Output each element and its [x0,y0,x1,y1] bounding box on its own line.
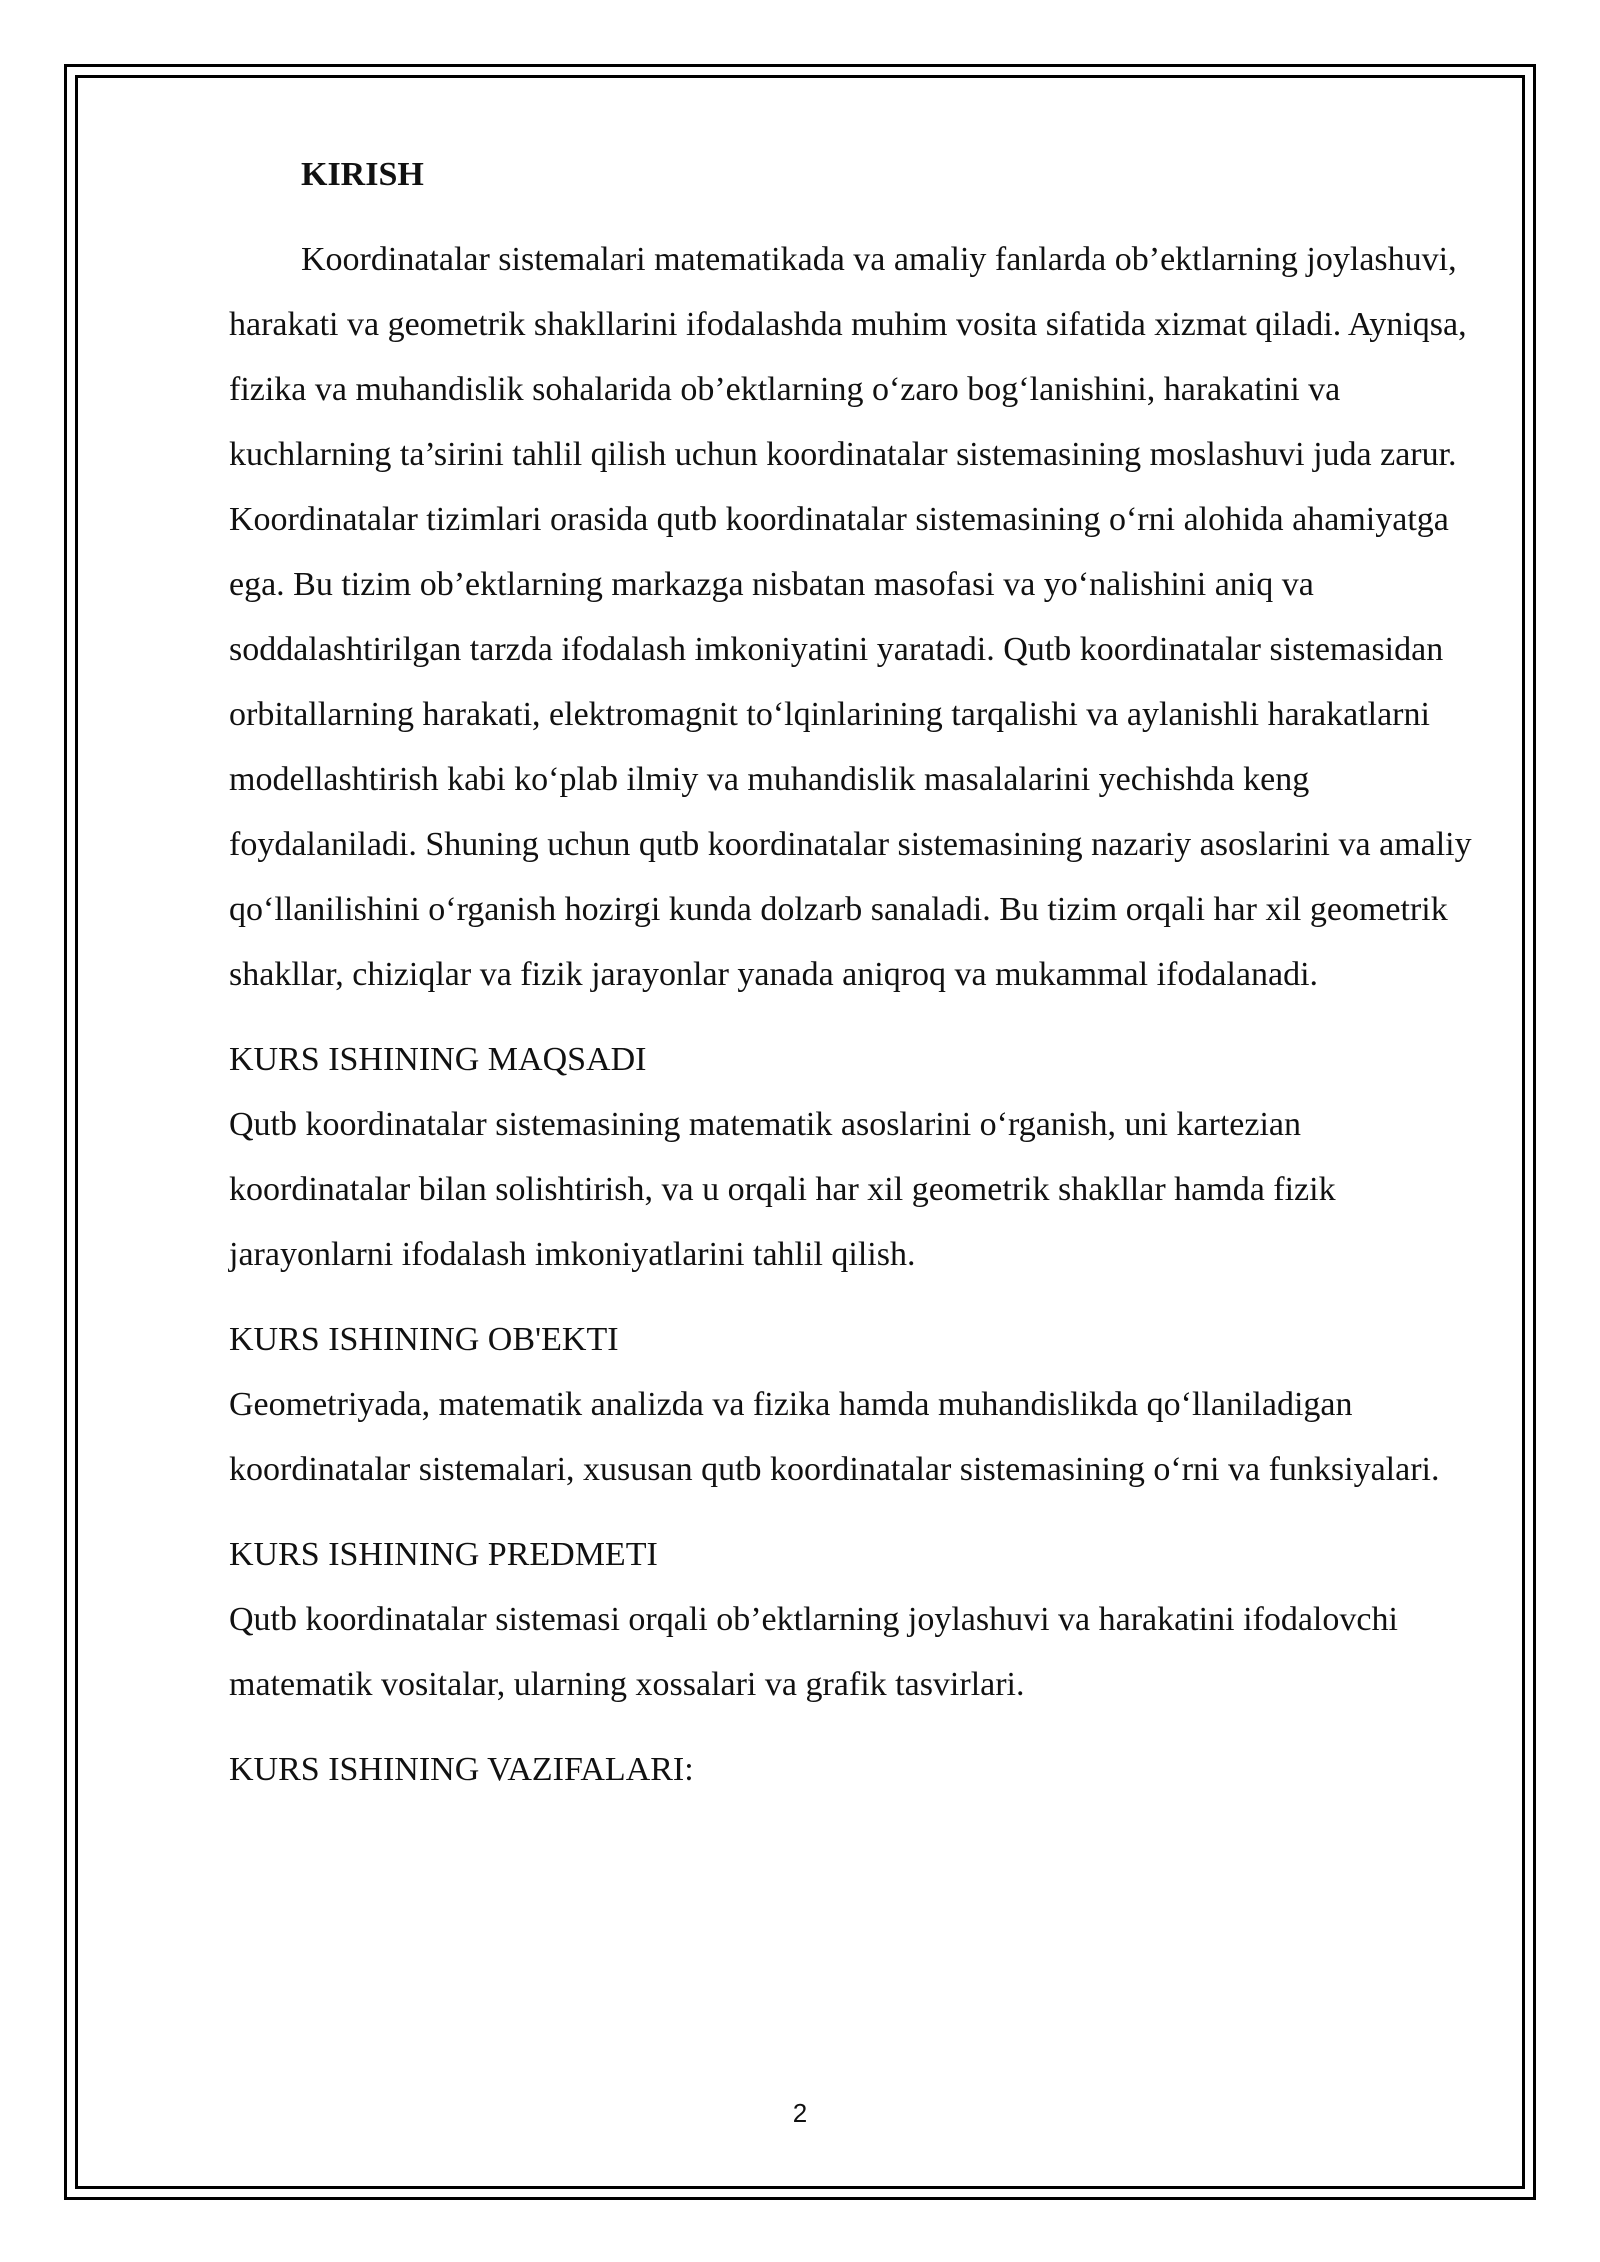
heading-kirish: KIRISH [301,156,424,193]
section-body: Geometriyada, matematik analizda va fizika hamda muhandislikda qo‘llaniladigan koordinatalar sistemalari, xususan qutb koordinatalar sistemasining o‘rni va funksiyalari. [229,1386,1440,1488]
section-title: KURS ISHINING MAQSADI [229,1041,647,1078]
document-body [229,142,1479,1802]
section-maqsadi [229,1027,1479,1287]
section-predmeti [229,1522,1479,1717]
section-vazifalari [229,1737,1479,1802]
section-title: KURS ISHINING OB'EKTI [229,1321,619,1358]
section-body: Qutb koordinatalar sistemasi orqali ob’ektlarning joylashuvi va harakatini ifodalovchi matematik vositalar, ularning xossalari va grafik tasvirlari. [229,1601,1398,1703]
section-title: KURS ISHINING PREDMETI [229,1536,658,1573]
page-number: 2 [792,2098,808,2128]
section-obekti [229,1307,1479,1502]
section-body: Qutb koordinatalar sistemasining matematik asoslarini o‘rganish, uni kartezian koordinatalar bilan solishtirish, va u orqali har xil geometrik shakllar hamda fizik jarayonlarni ifodalash imkoniyatlarini tahlil qilish. [229,1106,1336,1273]
intro-paragraph: Koordinatalar sistemalari matematikada va amaliy fanlarda ob’ektlarning joylashuvi, harakati va geometrik shakllarini ifodalashda muhim vosita sifatida xizmat qiladi. Ayniqsa, fizika va muhandislik sohalarida ob’ektlarning o‘zaro bog‘lanishini, harakatini va kuchlarning ta’sirini tahlil qilish uchun koordinatalar sistemasining moslashuvi juda zarur. Koordinatalar tizimlari orasida qutb koordinatalar sistemasining o‘rni alohida ahamiyatga ega. Bu tizim ob’ektlarning markazga nisbatan masofasi va yo‘nalishini aniq va soddalashtirilgan tarzda ifodalash imkoniyatini yaratadi. Qutb koordinatalar sistemasidan orbitallarning harakati, elektromagnit to‘lqinlarining tarqalishi va aylanishli harakatlarni modellashtirish kabi ko‘plab ilmiy va muhandislik masalalarini yechishda keng foydalaniladi. Shuning uchun qutb koordinatalar sistemasining nazariy asoslarini va amaliy qo‘llanilishini o‘rganish hozirgi kunda dolzarb sanaladi. Bu tizim orqali har xil geometrik shakllar, chiziqlar va fizik jarayonlar yanada aniqroq va mukammal ifodalanadi. [229,241,1472,993]
section-title: KURS ISHINING VAZIFALARI: [229,1751,694,1788]
